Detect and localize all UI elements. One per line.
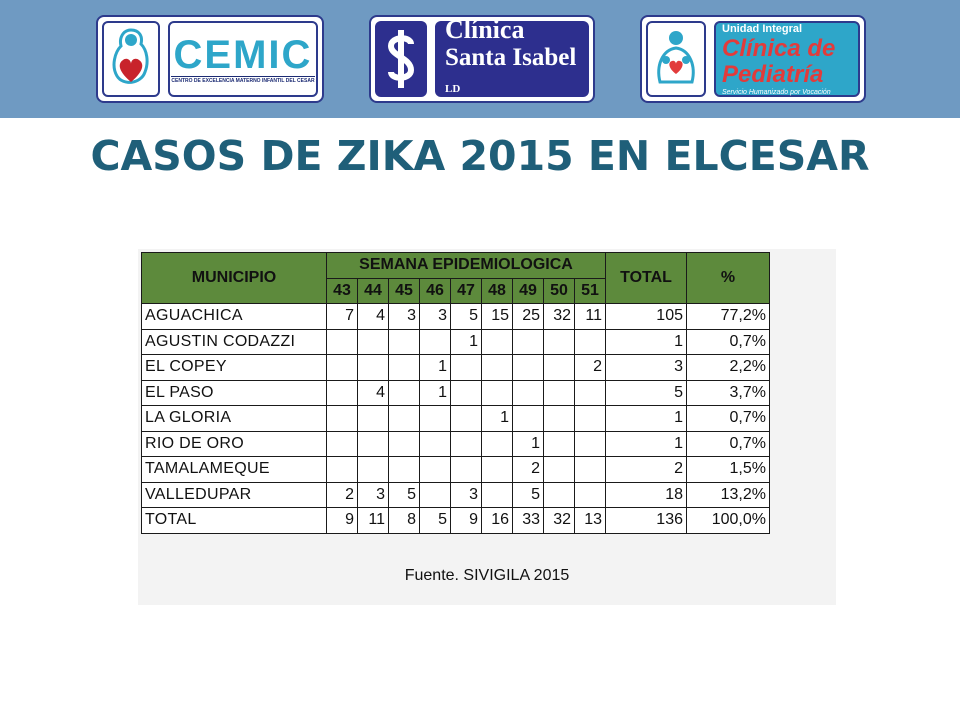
week-cell — [358, 355, 389, 381]
week-cell — [451, 431, 482, 457]
week-cell: 32 — [544, 304, 575, 330]
row-percent: 0,7% — [687, 329, 770, 355]
header-week-45: 45 — [389, 278, 420, 304]
row-total: 3 — [606, 355, 687, 381]
table-image — [138, 249, 836, 605]
week-cell: 8 — [389, 508, 420, 534]
week-cell — [575, 482, 606, 508]
week-cell — [389, 431, 420, 457]
week-cell — [358, 431, 389, 457]
week-cell: 3 — [420, 304, 451, 330]
table-row — [142, 431, 770, 457]
week-cell — [544, 329, 575, 355]
week-cell — [544, 431, 575, 457]
week-cell: 3 — [358, 482, 389, 508]
header-week-49: 49 — [513, 278, 544, 304]
week-cell — [513, 329, 544, 355]
week-cell — [327, 406, 358, 432]
week-cell — [389, 406, 420, 432]
table-row — [142, 304, 770, 330]
week-cell: 5 — [420, 508, 451, 534]
header-week-43: 43 — [327, 278, 358, 304]
header-week-47: 47 — [451, 278, 482, 304]
week-cell: 1 — [420, 380, 451, 406]
week-cell: 7 — [327, 304, 358, 330]
week-cell — [389, 380, 420, 406]
week-cell — [327, 329, 358, 355]
header-week-48: 48 — [482, 278, 513, 304]
week-cell — [482, 482, 513, 508]
week-cell: 3 — [451, 482, 482, 508]
row-total: 136 — [606, 508, 687, 534]
week-cell: 1 — [451, 329, 482, 355]
header-week-46: 46 — [420, 278, 451, 304]
week-cell: 32 — [544, 508, 575, 534]
week-cell: 9 — [451, 508, 482, 534]
week-cell: 16 — [482, 508, 513, 534]
table-row — [142, 355, 770, 381]
week-cell: 1 — [482, 406, 513, 432]
week-cell — [327, 431, 358, 457]
week-cell — [358, 457, 389, 483]
week-cell: 5 — [451, 304, 482, 330]
row-municipio: RIO DE ORO — [142, 431, 327, 457]
cemic-subtitle: CENTRO DE EXCELENCIA MATERNO INFANTIL DEL CESAR — [171, 78, 315, 84]
header-percent: % — [687, 253, 770, 304]
row-municipio: AGUSTIN CODAZZI — [142, 329, 327, 355]
row-total: 2 — [606, 457, 687, 483]
row-total: 1 — [606, 406, 687, 432]
row-municipio: LA GLORIA — [142, 406, 327, 432]
week-cell: 1 — [420, 355, 451, 381]
header-week-44: 44 — [358, 278, 389, 304]
week-cell — [575, 406, 606, 432]
table-body — [142, 304, 770, 534]
row-percent: 2,2% — [687, 355, 770, 381]
pediatria-wordmark — [714, 21, 860, 97]
week-cell — [358, 406, 389, 432]
table-row — [142, 406, 770, 432]
row-percent: 13,2% — [687, 482, 770, 508]
row-total: 105 — [606, 304, 687, 330]
week-cell: 25 — [513, 304, 544, 330]
row-percent: 0,7% — [687, 431, 770, 457]
row-percent: 3,7% — [687, 380, 770, 406]
row-municipio: EL PASO — [142, 380, 327, 406]
week-cell — [482, 431, 513, 457]
week-cell — [389, 457, 420, 483]
row-percent: 77,2% — [687, 304, 770, 330]
family-heart-icon — [646, 21, 706, 97]
santa-isabel-suffix: LD — [445, 82, 461, 95]
week-cell: 13 — [575, 508, 606, 534]
week-cell — [327, 380, 358, 406]
week-cell — [420, 406, 451, 432]
pediatria-line2: Clínica de Pediatría — [722, 34, 836, 88]
week-cell — [451, 457, 482, 483]
table-row — [142, 329, 770, 355]
header-total: TOTAL — [606, 253, 687, 304]
week-cell — [482, 380, 513, 406]
week-cell: 2 — [513, 457, 544, 483]
week-cell — [420, 457, 451, 483]
cemic-logo — [96, 15, 324, 103]
cemic-name: CEMIC — [173, 33, 313, 77]
week-cell — [482, 329, 513, 355]
row-total: 18 — [606, 482, 687, 508]
page-title: CASOS DE ZIKA 2015 EN ELCESAR — [90, 132, 870, 180]
header-band — [0, 0, 960, 118]
row-percent: 0,7% — [687, 406, 770, 432]
week-cell: 11 — [358, 508, 389, 534]
row-total: 5 — [606, 380, 687, 406]
pediatria-line1: Unidad Integral — [722, 22, 803, 35]
week-cell: 11 — [575, 304, 606, 330]
row-percent: 1,5% — [687, 457, 770, 483]
pediatria-logo — [640, 15, 866, 103]
row-municipio: VALLEDUPAR — [142, 482, 327, 508]
table-row — [142, 482, 770, 508]
header-week-50: 50 — [544, 278, 575, 304]
cemic-wordmark — [168, 21, 318, 97]
week-cell — [513, 406, 544, 432]
header-municipio: MUNICIPIO — [142, 253, 327, 304]
week-cell: 5 — [513, 482, 544, 508]
monogram-icon — [375, 21, 427, 97]
week-cell: 2 — [327, 482, 358, 508]
pediatria-line3: Servicio Humanizado por Vocación — [722, 88, 831, 96]
week-cell — [327, 355, 358, 381]
week-cell: 3 — [389, 304, 420, 330]
santa-isabel-name: Santa Isabel — [445, 43, 577, 71]
row-municipio: TOTAL — [142, 508, 327, 534]
week-cell — [575, 457, 606, 483]
week-cell — [544, 457, 575, 483]
table-header-row — [142, 253, 770, 279]
week-cell — [544, 482, 575, 508]
week-cell — [544, 355, 575, 381]
row-percent: 100,0% — [687, 508, 770, 534]
week-cell: 4 — [358, 304, 389, 330]
week-cell — [575, 431, 606, 457]
header-semana: SEMANA EPIDEMIOLOGICA — [327, 253, 606, 279]
santa-isabel-logo — [369, 15, 595, 103]
week-cell — [389, 329, 420, 355]
week-cell — [358, 329, 389, 355]
row-total: 1 — [606, 431, 687, 457]
week-cell: 33 — [513, 508, 544, 534]
week-cell: 15 — [482, 304, 513, 330]
santa-isabel-line2 — [445, 44, 589, 103]
row-municipio: TAMALAMEQUE — [142, 457, 327, 483]
week-cell — [482, 355, 513, 381]
week-cell: 1 — [513, 431, 544, 457]
row-total: 1 — [606, 329, 687, 355]
santa-isabel-wordmark — [435, 14, 589, 97]
week-cell — [420, 482, 451, 508]
week-cell — [513, 355, 544, 381]
table-row — [142, 508, 770, 534]
week-cell — [451, 406, 482, 432]
row-municipio: EL COPEY — [142, 355, 327, 381]
week-cell — [575, 329, 606, 355]
santa-isabel-line1: Clínica — [445, 14, 525, 44]
week-cell — [420, 431, 451, 457]
week-cell — [544, 380, 575, 406]
mother-child-heart-icon — [102, 21, 160, 97]
week-cell — [513, 380, 544, 406]
week-cell — [451, 355, 482, 381]
header-week-51: 51 — [575, 278, 606, 304]
zika-cases-table — [141, 252, 770, 534]
table-row — [142, 380, 770, 406]
week-cell — [575, 380, 606, 406]
week-cell — [482, 457, 513, 483]
row-municipio: AGUACHICA — [142, 304, 327, 330]
week-cell: 2 — [575, 355, 606, 381]
source-caption: Fuente. SIVIGILA 2015 — [404, 567, 570, 584]
week-cell — [327, 457, 358, 483]
week-cell: 4 — [358, 380, 389, 406]
week-cell — [544, 406, 575, 432]
table-row — [142, 457, 770, 483]
week-cell — [451, 380, 482, 406]
week-cell: 9 — [327, 508, 358, 534]
week-cell — [389, 355, 420, 381]
week-cell: 5 — [389, 482, 420, 508]
week-cell — [420, 329, 451, 355]
